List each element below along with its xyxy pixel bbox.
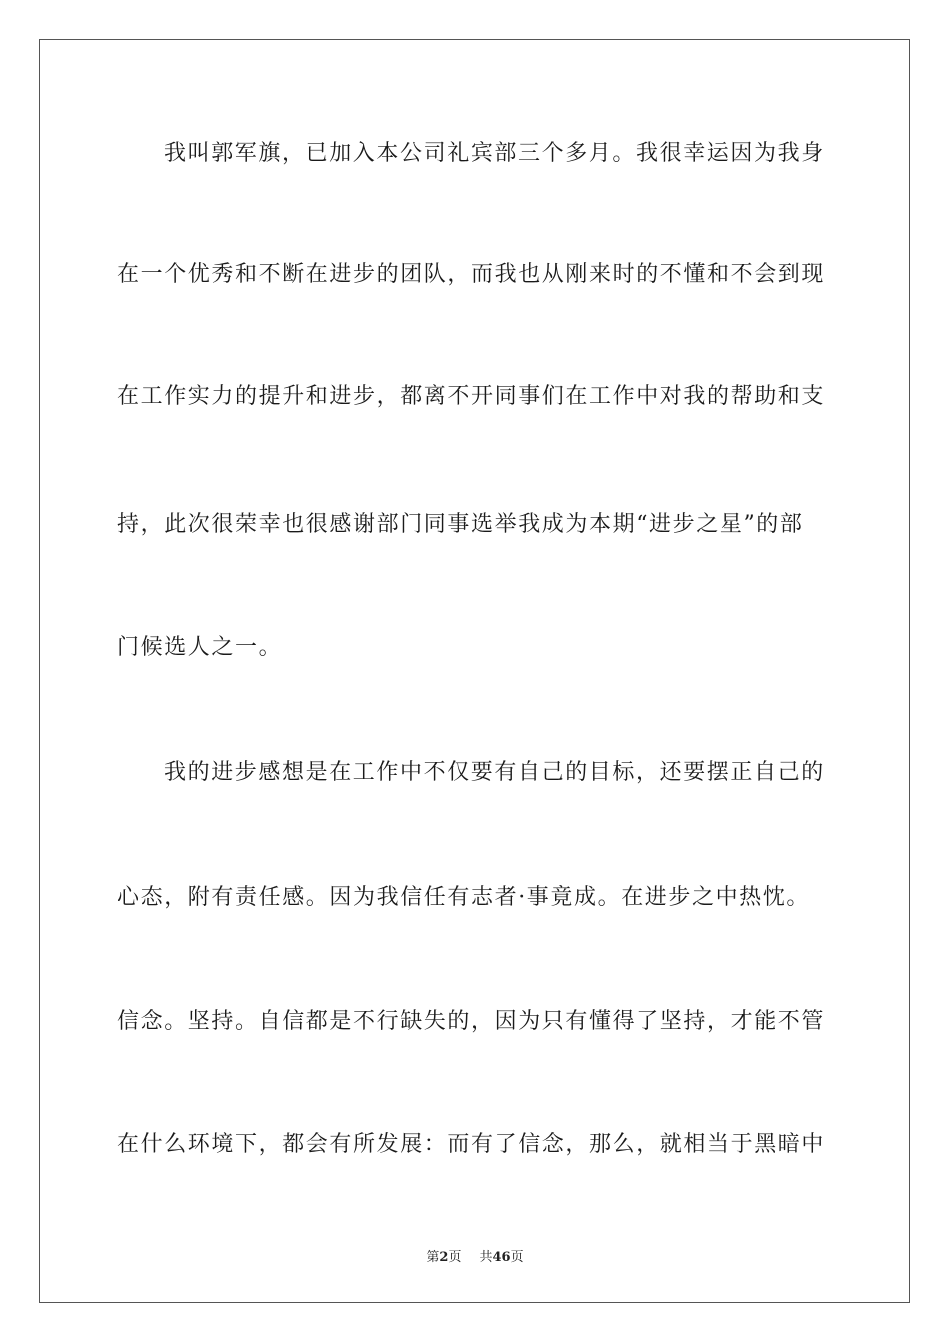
total-suffix: 页: [510, 1250, 524, 1265]
page-suffix: 页: [448, 1250, 462, 1265]
paragraph-1-line-5: 门候选人之一。: [117, 635, 283, 660]
paragraph-2-line-2: 心态，附有责任感。因为我信任有志者·事竟成。在进步之中热忱。: [117, 885, 810, 910]
paragraph-2-line-4: 在什么环境下，都会有所发展：而有了信念，那么，就相当于黑暗中: [117, 1132, 826, 1157]
paragraph-1-line-3: 在工作实力的提升和进步，都离不开同事们在工作中对我的帮助和支: [117, 384, 826, 409]
paragraph-2-line-3: 信念。坚持。自信都是不行缺失的，因为只有懂得了坚持，才能不管: [117, 1009, 826, 1034]
page-prefix: 第: [426, 1250, 440, 1265]
total-page-count: 46: [492, 1250, 511, 1265]
total-prefix: 共: [479, 1250, 493, 1265]
paragraph-2-line-1: 我的进步感想是在工作中不仅要有自己的目标，还要摆正自己的: [164, 760, 825, 785]
paragraph-1-line-4: 持，此次很荣幸也很感谢部门同事选举我成为本期“进步之星”的部: [117, 512, 804, 537]
paragraph-1-line-1: 我叫郭军旗，已加入本公司礼宾部三个多月。我很幸运因为我身: [164, 141, 825, 166]
page-border: [39, 39, 910, 1303]
page-footer: [0, 1246, 950, 1265]
paragraph-1-line-2: 在一个优秀和不断在进步的团队，而我也从刚来时的不懂和不会到现: [117, 262, 826, 287]
current-page-number: 2: [439, 1250, 449, 1265]
